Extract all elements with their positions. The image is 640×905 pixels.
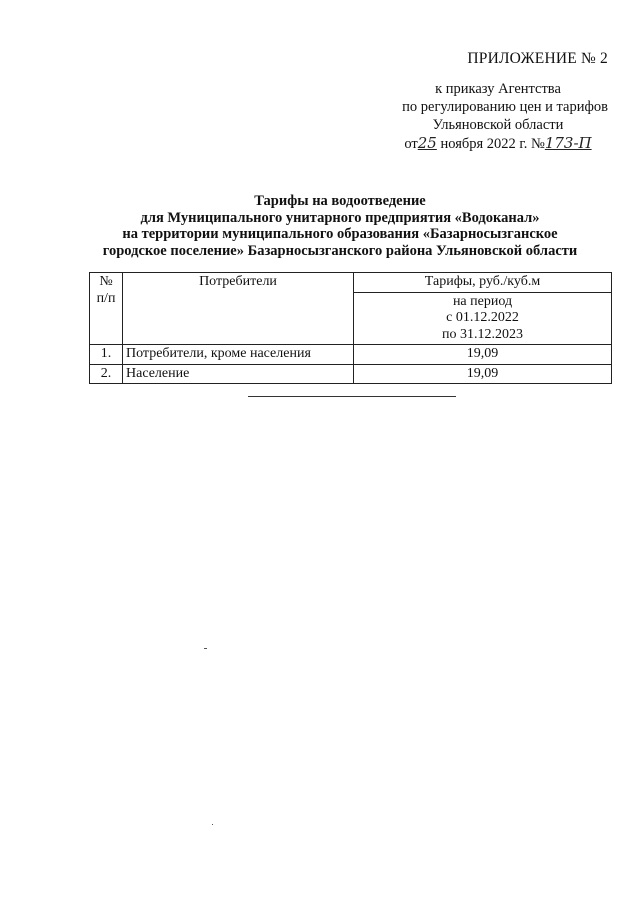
scan-speck — [212, 824, 213, 825]
appendix-line-3: Ульяновской области — [432, 117, 564, 133]
order-number-handwritten: 173-П — [544, 134, 592, 152]
row-num: 2. — [90, 364, 123, 384]
appendix-title: ПРИЛОЖЕНИЕ № 2 — [467, 50, 608, 67]
document-heading — [60, 193, 620, 259]
heading-line-2: для Муниципального унитарного предприятия «Водоканал» — [140, 209, 540, 226]
scan-speck — [204, 648, 207, 649]
closing-rule — [248, 396, 456, 397]
heading-line-3: на территории муниципального образования «Базарносызганское — [122, 226, 558, 242]
row-consumer: Население — [123, 364, 354, 384]
appendix-line-1: к приказу Агентства — [435, 81, 561, 97]
header-num: № п/п — [90, 273, 123, 345]
table-row — [90, 364, 612, 384]
appendix-date-line — [348, 134, 608, 153]
header-consumers: Потребители — [123, 273, 354, 345]
table-row — [90, 345, 612, 365]
table-header-row — [90, 273, 612, 293]
header-period: на период с 01.12.2022 по 31.12.2023 — [354, 292, 612, 345]
row-consumer: Потребители, кроме населения — [123, 345, 354, 365]
row-num: 1. — [90, 345, 123, 365]
appendix-block — [348, 50, 608, 153]
date-prefix: от — [404, 136, 418, 152]
row-value: 19,09 — [354, 345, 612, 365]
date-day-handwritten: 25 — [417, 134, 437, 152]
date-rest: ноября 2022 г. № — [436, 136, 545, 152]
heading-line-1: Тарифы на водоотведение — [254, 193, 426, 209]
appendix-line-2: по регулированию цен и тарифов — [402, 99, 608, 115]
heading-line-4: городское поселение» Базарносызганского района Ульяновской области — [102, 242, 578, 259]
row-value: 19,09 — [354, 364, 612, 384]
tariffs-table — [89, 272, 612, 384]
header-tariffs: Тарифы, руб./куб.м — [354, 273, 612, 293]
